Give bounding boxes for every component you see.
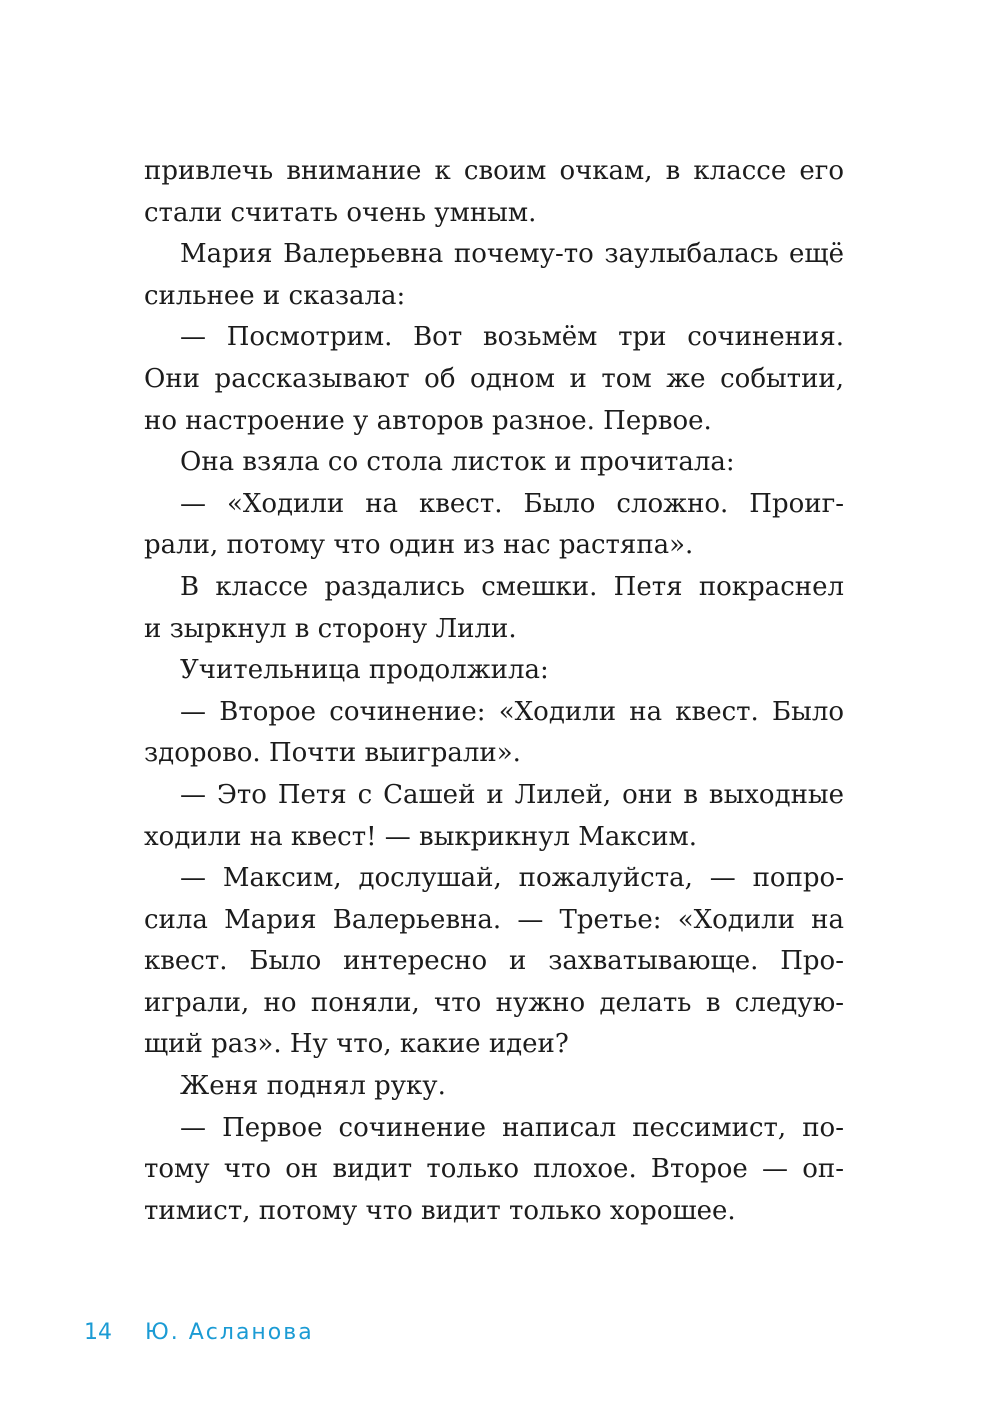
text-line: Она взяла со стола листок и прочитала:: [180, 447, 735, 478]
text-line: привлечь внимание к своим очкам, в классе его: [144, 156, 844, 186]
text-line: но настроение у авторов разное. Первое.: [144, 405, 712, 436]
page-number: 14: [84, 1320, 112, 1345]
text-line: и зыркнул в сторону Лили.: [144, 613, 517, 644]
text-line: щий раз». Ну что, какие идеи?: [144, 1029, 569, 1060]
text-line: квест. Было интересно и захватывающе. Про-: [144, 946, 844, 977]
text-line: Они рассказывают об одном и том же событии,: [144, 363, 844, 394]
page-footer: [84, 1320, 314, 1345]
text-line: Учительница продолжила:: [180, 655, 549, 686]
author-name: Ю. Асланова: [145, 1320, 314, 1345]
text-line: рали, потому что один из нас растяпа».: [144, 530, 694, 561]
text-line: — Второе сочинение: «Ходили на квест. Было: [180, 696, 844, 727]
text-line: — Максим, дослушай, пожалуйста, — попро-: [180, 863, 844, 894]
text-line: — Это Петя с Сашей и Лилей, они в выходные: [180, 779, 844, 810]
text-line: — Посмотрим. Вот возьмём три сочинения.: [180, 322, 844, 353]
text-line: тимист, потому что видит только хорошее.: [144, 1195, 736, 1226]
text-line: стали считать очень умным.: [144, 197, 537, 228]
text-line: ходили на квест! — выкрикнул Максим.: [144, 821, 698, 852]
text-line: Мария Валерьевна почему-то заулыбалась ещё: [180, 239, 844, 270]
text-line: здорово. Почти выиграли».: [144, 738, 521, 769]
text-line: В классе раздались смешки. Петя покраснел: [180, 571, 844, 602]
text-line: — Первое сочинение написал пессимист, по-: [180, 1112, 844, 1143]
text-line: тому что он видит только плохое. Второе — оп-: [144, 1154, 844, 1185]
text-line: играли, но поняли, что нужно делать в следую-: [144, 987, 844, 1018]
text-line: сила Мария Валерьевна. — Третье: «Ходили на: [144, 904, 844, 935]
text-line: — «Ходили на квест. Было сложно. Проиг-: [180, 488, 844, 519]
body-text: [144, 151, 844, 1232]
text-line: Женя поднял руку.: [180, 1071, 446, 1102]
text-line: сильнее и сказала:: [144, 280, 406, 311]
